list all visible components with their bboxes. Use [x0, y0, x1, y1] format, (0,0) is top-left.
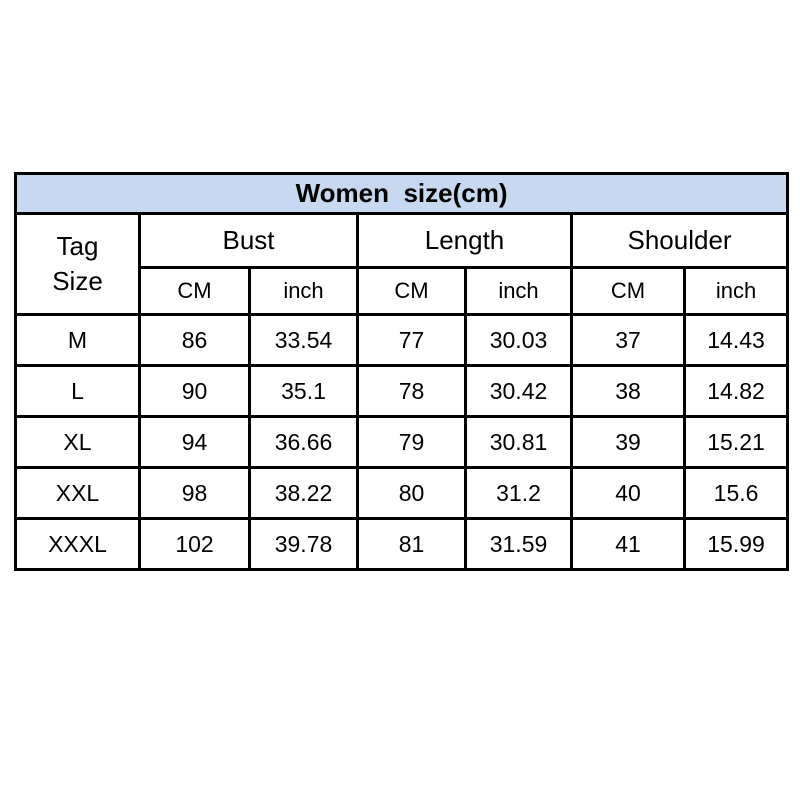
cell-value: 38.22 — [250, 468, 358, 519]
cell-value: 78 — [358, 366, 466, 417]
cell-value: 15.6 — [685, 468, 788, 519]
table-row-m — [16, 315, 788, 366]
cell-value: 79 — [358, 417, 466, 468]
corner-header-line-size: Size — [52, 266, 103, 296]
cell-value: 81 — [358, 519, 466, 570]
chart-title: Women size(cm) — [16, 174, 788, 214]
corner-header-line-tag: Tag — [56, 230, 99, 261]
cell-value: 86 — [140, 315, 250, 366]
cell-value: 80 — [358, 468, 466, 519]
unit-header-shoulder-inch: inch — [685, 268, 788, 315]
cell-value: 90 — [140, 366, 250, 417]
cell-value: 40 — [572, 468, 685, 519]
cell-value: 31.2 — [466, 468, 572, 519]
cell-value: 98 — [140, 468, 250, 519]
cell-value: 37 — [572, 315, 685, 366]
cell-value: 39.78 — [250, 519, 358, 570]
cell-value: 77 — [358, 315, 466, 366]
row-tag: M — [16, 315, 140, 366]
unit-header-length-cm: CM — [358, 268, 466, 315]
cell-value: 15.99 — [685, 519, 788, 570]
cell-value: 14.82 — [685, 366, 788, 417]
cell-value: 38 — [572, 366, 685, 417]
column-group-shoulder: Shoulder — [572, 214, 788, 268]
cell-value: 30.42 — [466, 366, 572, 417]
cell-value: 30.03 — [466, 315, 572, 366]
unit-header-bust-inch: inch — [250, 268, 358, 315]
unit-header-length-inch: inch — [466, 268, 572, 315]
size-chart-table — [14, 172, 789, 571]
corner-header-tag-size — [16, 214, 140, 315]
cell-value: 30.81 — [466, 417, 572, 468]
cell-value: 31.59 — [466, 519, 572, 570]
row-tag: XL — [16, 417, 140, 468]
column-group-header-row — [16, 214, 788, 268]
cell-value: 35.1 — [250, 366, 358, 417]
unit-header-bust-cm: CM — [140, 268, 250, 315]
cell-value: 39 — [572, 417, 685, 468]
table-row-xxl — [16, 468, 788, 519]
cell-value: 36.66 — [250, 417, 358, 468]
row-tag: XXXL — [16, 519, 140, 570]
unit-header-shoulder-cm: CM — [572, 268, 685, 315]
cell-value: 94 — [140, 417, 250, 468]
table-row-xxxl — [16, 519, 788, 570]
row-tag: XXL — [16, 468, 140, 519]
table-row-l — [16, 366, 788, 417]
cell-value: 14.43 — [685, 315, 788, 366]
cell-value: 102 — [140, 519, 250, 570]
cell-value: 15.21 — [685, 417, 788, 468]
cell-value: 33.54 — [250, 315, 358, 366]
table-row-xl — [16, 417, 788, 468]
row-tag: L — [16, 366, 140, 417]
cell-value: 41 — [572, 519, 685, 570]
chart-title-row — [16, 174, 788, 214]
column-group-bust: Bust — [140, 214, 358, 268]
column-group-length: Length — [358, 214, 572, 268]
